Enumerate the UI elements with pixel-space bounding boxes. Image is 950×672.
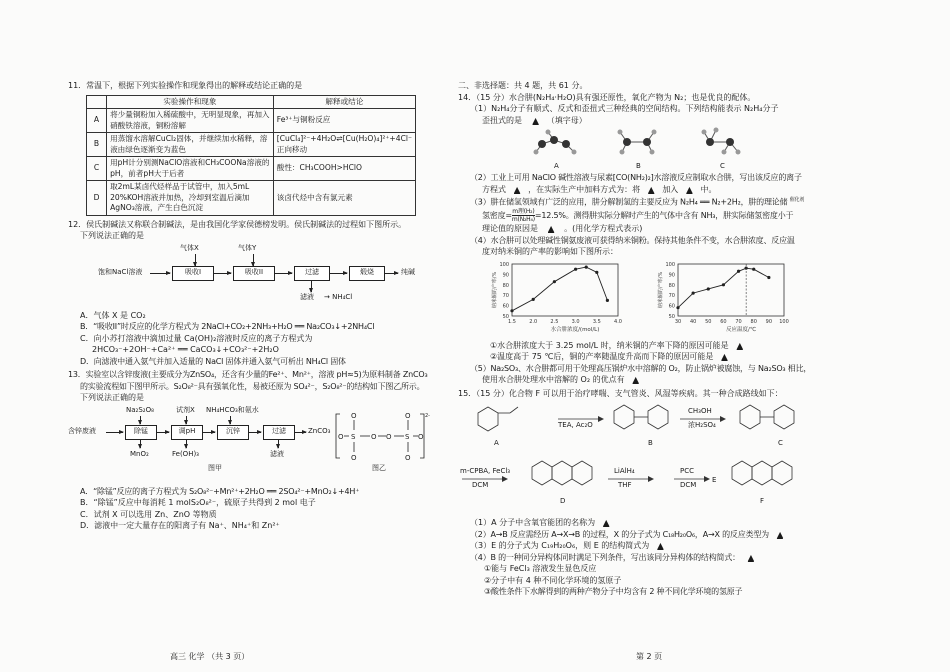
svg-text:O: O [338,432,344,441]
structure-label-b: B [636,162,641,170]
arrow [230,416,231,424]
row-letter: A [87,109,107,133]
x-tick-label: 80 [750,318,757,325]
arrow [186,439,187,448]
arrow [329,273,347,274]
series-line [678,268,769,308]
arrow [202,432,215,433]
svg-text:S: S [405,432,410,441]
data-point [595,270,598,273]
section-heading: 二、非选择题：共 4 题，共 61 分。 [458,81,588,90]
arrow [253,254,254,266]
compound-label-b: B [648,439,653,448]
q14-part4: （4）水合肼可以处理碱性铜氨废液可获得纳米铜粉。保持其他条件不变，水合肼浓度、反应温 [470,235,795,245]
q13-flowchart [68,406,428,484]
answer-blank: ▲ [721,352,728,362]
answer-blank: ▲ [776,529,783,539]
right-footer: 第 2 页 [636,652,663,661]
data-point [606,298,609,301]
answer-blank: ▲ [603,518,610,528]
data-point [752,267,755,270]
q15-sub4 [458,552,898,564]
x-tick-label: 1.5 [508,318,516,325]
y-axis-label: 纳米铜的产率/% [658,271,664,308]
condition-label: 浓H₂SO₄ [688,421,716,430]
absorb-2-box: 吸收II [233,266,275,281]
svg-text:O: O [351,453,357,462]
q13-stem-2: 的实验流程如下图甲所示。S₂O₈²⁻具有强氧化性，易被还原为 SO₄²⁻，S₂O₈²⁻的结构如下图乙所示。 [80,381,425,391]
x-tick-label: 3.0 [571,318,580,325]
arrow [195,254,196,266]
text: ②温度高于 75 ℃后，铜的产率随温度升高而下降的原因可能是 [490,352,714,362]
y-tick-label: 70 [668,292,675,299]
x-tick-label: 4.0 [614,318,622,325]
x-tick-label: 70 [735,318,742,325]
condition-label: LiAlH₄ [614,467,635,476]
n2h4-structures [458,126,898,172]
q14-part1: （1）N₂H₄分子有顺式、反式和歪扭式三种经典的空间结构。下列结构能表示 N₂H₄分子 [470,104,779,113]
persulfate-structure [336,410,428,462]
start-label: 饱和NaCl溶液 [98,267,143,276]
text: 方程式 [482,184,506,194]
figure-caption: 图乙 [372,463,386,472]
answer-blank: ▲ [747,552,754,562]
fraction-numerator: m理(H₂) [512,208,535,216]
reagent-label: NH₄HCO₃和氨水 [206,405,259,414]
data-point [510,309,513,312]
arrow [186,416,187,424]
figure-caption: 图甲 [208,463,222,472]
text: （3）肼在储氢领域有广泛的应用，肼分解制氢的主要反应为 N₂H₄ ══ N₂+2H₂，肼的理论储 [470,197,788,207]
answer-blank: ▲ [648,184,655,194]
compound-label-d: D [560,497,566,506]
start-label: 含锌废液 [68,426,96,435]
condition-label: DCM [680,481,697,490]
arrow [278,439,279,448]
data-point [574,267,577,270]
q13-option-b: B．“除锰”反应中每消耗 1 molS₂O₈²⁻，硫原子共得到 2 mol 电子 [80,498,316,507]
q15-stem: 15．（15 分）化合物 F 可以用于治疗哮喘、支气管炎、风湿等疾病。其一种合成路线如下： [458,388,783,398]
left-column [68,80,428,532]
text: 氢密度= [482,211,512,221]
row-conclusion: [CuCl₄]²⁻+4H₂O⇌[Cu(H₂O)₄]²⁺+4Cl⁻ 正向移动 [273,133,415,157]
synthesis-route [458,399,898,517]
structure-label-a: A [554,162,559,170]
svg-text:O: O [418,432,424,441]
synthesis-structures [458,399,898,517]
left-footer: 高三 化学 （共 3 页） [170,652,250,661]
x-tick-label: 40 [689,318,697,325]
condition-label: TEA, Ac₂O [558,421,593,430]
arrow [106,432,123,433]
condition-label: THF [618,481,632,490]
text: （1）A 分子中含氧官能团的名称为 [470,518,596,528]
arrow [248,432,261,433]
svg-text:O: O [405,411,411,420]
q12-option-b: B．“吸收II”时反应的化学方程式为 2NaCl+CO₂+2NH₃+H₂O ══ Na₂CO₃↓+2NH₄Cl [80,322,375,331]
text: 。(用化学方程式表示) [564,224,643,234]
row-letter: D [87,181,107,216]
series-line [512,267,607,311]
q14-sub2 [458,351,898,363]
text: ，在实际生产中加料方式为：将 [528,184,641,194]
calcine-box: 煅烧 [349,266,385,281]
end-label: 纯碱 [401,267,415,276]
q15-condition-1: ①能与 FeCl₃ 溶液发生显色反应 [484,564,597,574]
arrow [311,280,312,292]
filter-box: 过滤 [263,425,295,440]
row-letter: C [87,157,107,181]
q11-table [86,95,416,216]
q12-option-d: D．向滤液中通入氨气并加入适量的 NaCl 固体并通入氨气可析出 NH₄Cl 固体 [80,356,346,366]
gas-x-label: 气体X [180,243,199,252]
filter-box: 过滤 [294,266,330,281]
q12-stem: 12．侯氏制碱法又称联合制碱法，是由我国化学家侯德榜发明。侯氏制碱法的过程如下图所示。 [68,219,407,229]
text: 理论值的原因是 [482,224,538,234]
answer-blank: ▲ [736,340,743,350]
svg-text:O: O [405,453,411,462]
fraction-denominator: m(N₂H₄) [511,216,535,224]
answer-blank: ▲ [514,184,521,194]
answer-blank: ▲ [548,224,555,234]
x-tick-label: 90 [765,318,773,325]
data-point [707,287,710,290]
y-tick-label: 50 [668,313,675,320]
remove-mn-box: 除锰 [125,425,157,440]
chart-concentration [488,258,638,340]
q14-part3-line2 [458,208,898,223]
chart-temperature [654,258,804,340]
text: 歪扭式的是 [482,115,522,125]
plot-frame [512,264,618,316]
text: =12.5%。测得肼实际分解时产生的气体中含有 NH₃，肼实际储氢密度小于 [534,211,794,221]
row-operation: 取2mL某卤代烃样品于试管中，加入5mL 20%KOH溶液并加热，冷却到室温后滴加AgNO₃溶液，产生白色沉淀 [107,181,274,216]
q12-option-a: A．气体 X 是 CO₂ [80,310,146,320]
q15-condition-2: ②分子中有 4 种不同化学环境的氢原子 [484,575,622,585]
q12-stem-2: 下列说法正确的是 [80,231,144,240]
text: （3）E 的分子式为 C₁₉H₂₀O₆，则 E 的结构简式为 [470,541,650,551]
condition-label: m-CPBA, FeCl₃ [460,467,511,476]
table-row [87,157,416,181]
x-axis-label: 水合肼浓度/(mol/L) [550,326,600,333]
text: 加入 [662,184,679,194]
condition-label: DCM [472,481,489,490]
condition-label: PCC [680,467,694,476]
data-point [585,265,588,268]
q14-part2: （2）工业上可用 NaClO 碱性溶液与尿素[CO(NH₂)₂]水溶液反应制取水合肼，写出该反应的离子 [470,173,802,182]
data-point [532,297,535,300]
text: （填字母） [546,115,587,125]
answer-blank: ▲ [657,541,664,551]
compound-label-c: C [778,439,783,448]
q14-part5: （5）Na₂SO₃、水合肼都可用于处理高压锅炉水中溶解的 O₂，防止锅炉被腐蚀，与 Na₂SO₃ 相比， [470,363,812,373]
q15-sub2 [458,529,898,541]
q13-option-d: D．滤液中一定大量存在的阳离子有 Na⁺、NH₄⁺和 Zn²⁺ [80,521,280,530]
q13-stem-3: 下列说法正确的是 [80,393,144,402]
output-label: Fe(OH)₃ [172,449,199,458]
x-tick-label: 60 [720,318,727,325]
q13-option-c: C．试剂 X 可以选用 Zn、ZnO 等物质 [80,509,217,519]
y-tick-label: 50 [502,313,509,320]
y-tick-label: 80 [502,282,509,289]
filtrate-label: 滤液 [300,292,314,301]
arrow [156,432,169,433]
q14-part2-line2 [458,184,898,196]
y-tick-label: 90 [668,272,675,279]
condition-label: CH₃OH [688,407,712,416]
arrow [384,273,398,274]
compound-label-f: F [760,497,765,506]
text: 中。 [700,184,717,194]
catalyst-label: 催化剂 [789,197,805,203]
q14-part3-line3 [458,223,898,235]
y-tick-label: 80 [668,282,675,289]
svg-text:S: S [351,432,356,441]
svg-text:O: O [371,432,377,441]
molecule-models [532,126,782,162]
q15-sub1 [458,517,898,529]
q12-option-c: C．向小苏打溶液中滴加过量 Ca(OH)₂溶液时反应的离子方程式为 [80,333,313,343]
answer-blank: ▲ [632,375,639,385]
y-tick-label: 90 [502,272,509,279]
data-point [767,276,770,279]
table-header-cell: 解释或结论 [273,95,415,109]
row-conclusion: 该卤代烃中含有氯元素 [273,181,415,216]
data-point [737,269,740,272]
q15-sub3 [458,540,898,552]
x-tick-label: 3.5 [592,318,601,325]
row-letter: B [87,133,107,157]
q14-part3 [458,195,898,208]
arrow [140,439,141,448]
reagent-label: Na₂S₂O₈ [126,405,154,414]
q14-part5-line2 [458,374,898,386]
x-axis-label: 反应温度/℃ [725,326,757,333]
q15-condition-3: ③酸性条件下水解得到的两种产物分子中均含有 2 种不同化学环境的氢原子 [484,587,743,597]
data-point [692,291,695,294]
arrow [213,273,231,274]
right-column [458,80,898,598]
table-header-cell [87,95,107,109]
x-tick-label: 100 [779,318,789,325]
q12-option-c-equation: 2HCO₃⁻+2OH⁻+Ca²⁺ ══ CaCO₃↓+CO₃²⁻+2H₂O [92,345,279,354]
arrow [150,273,170,274]
table-header-row [87,95,416,109]
y-tick-label: 60 [668,303,675,310]
text: （4）B 的一种同分异构体同时满足下列条件，写出该同分异构体的结构简式： [470,552,740,562]
plot-frame [678,264,784,316]
arrow [294,432,306,433]
table-row [87,109,416,133]
row-conclusion: Fe³⁺与铜粉反应 [273,109,415,133]
q14-part4-line2: 度对纳米铜的产率的影响如下图所示： [482,247,618,257]
table-row [87,133,416,157]
svg-text:2-: 2- [425,412,430,419]
data-point [676,306,679,309]
q14-part1-line2 [458,115,898,127]
y-tick-label: 70 [502,292,509,299]
end-label: ZnCO₃ [308,426,331,435]
y-tick-label: 100 [499,261,509,268]
answer-blank: ▲ [532,115,539,125]
svg-text:O: O [386,432,392,441]
compound-label-a: A [494,439,499,448]
data-point [722,283,725,286]
nh4cl-label: → NH₄Cl [324,292,353,301]
answer-blank: ▲ [686,184,693,194]
compound-label-e: E [712,476,717,485]
q11-stem: 11．常温下，根据下列实验操作和现象得出的解释或结论正确的是 [68,81,303,90]
row-operation: 用蒸馏水溶解CuCl₂固体，并继续加水稀释，溶液由绿色逐渐变为蓝色 [107,133,274,157]
q13-option-a: A．“除锰”反应的离子方程式为 S₂O₈²⁻+Mn²⁺+2H₂O ══ 2SO₄²⁻+MnO₂↓+4H⁺ [80,486,360,496]
reagent-label: 试剂X [176,405,195,414]
data-point [553,280,556,283]
structure-label-c: C [720,162,725,170]
arrow [140,416,141,424]
x-tick-label: 2.0 [529,318,538,325]
q14-stem: 14．（15 分）水合肼(N₂H₄·H₂O)具有强还原性，氧化产物为 N₂；也是优良的配体。 [458,92,756,102]
q14-sub1 [458,340,898,352]
y-tick-label: 60 [502,303,509,310]
fraction [512,208,535,223]
precipitate-zn-box: 沉锌 [217,425,249,440]
y-axis-label: 纳米铜的产率/% [492,271,498,308]
q14-charts [458,258,898,340]
y-tick-label: 100 [665,261,675,268]
gas-y-label: 气体Y [238,243,257,252]
output-label: MnO₂ [130,449,149,458]
svg-text:O: O [351,411,357,420]
row-operation: 用pH计分别测NaClO溶液和CH₃COONa溶液的pH，前者pH大于后者 [107,157,274,181]
row-conclusion: 酸性：CH₃COOH>HClO [273,157,415,181]
absorb-1-box: 吸收I [172,266,214,281]
x-tick-label: 2.5 [550,318,559,325]
arrow [274,273,292,274]
text: ①水合肼浓度大于 3.25 mol/L 时，纳米铜的产率下降的原因可能是 [490,340,729,350]
x-tick-label: 50 [705,318,712,325]
q13-stem: 13．实验室以含锌废液(主要成分为ZnSO₄，还含有少量的Fe²⁺、Mn²⁺，溶液 pH≈5)为原料制备 ZnCO₃ [68,370,428,379]
text: 使用水合肼处理水中溶解的 O₂ 的优点有 [482,375,625,385]
x-tick-label: 30 [674,318,682,325]
row-operation: 将少量铜粉加入稀硫酸中，无明显现象，再加入硝酸铁溶液，铜粉溶解 [107,109,274,133]
table-header-cell: 实验操作和现象 [107,95,274,109]
q12-flowchart [68,244,428,308]
table-row [87,181,416,216]
text: （2）A→B 反应需经历 A→X→B 的过程，X 的分子式为 C₁₈H₂₀O₆，A→X 的反应类型为 [470,529,769,539]
output-label: 滤液 [270,449,284,458]
adjust-ph-box: 调pH [171,425,203,440]
